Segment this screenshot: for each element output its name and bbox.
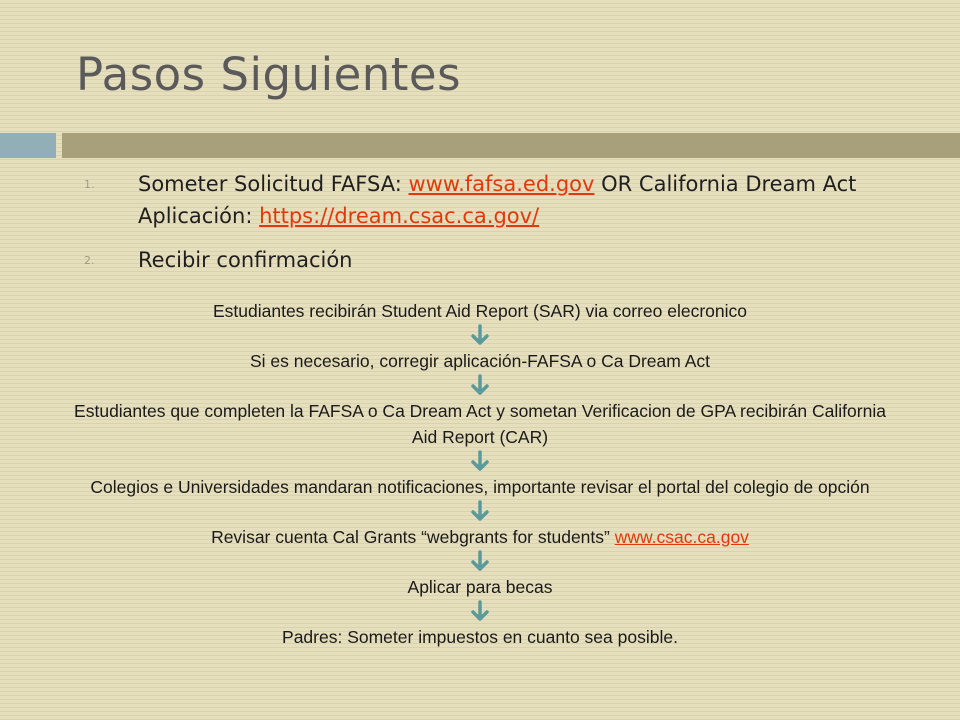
step-text: Someter Solicitud FAFSA: [138,172,409,196]
arrow-down-icon [60,450,900,474]
flow-step-correct: Si es necesario, corregir aplicación-FAFSA o Ca Dream Act [249,351,711,371]
arrow-down-icon [60,374,900,398]
step-item-confirmation [84,244,904,276]
flow-step-notifications: Colegios e Universidades mandaran notificaciones, importante revisar el portal del colegio de opción [90,477,870,497]
flow-step-cal-grants [60,524,900,550]
step-number: 2. [84,254,95,267]
flow-step-sar: Estudiantes recibirán Student Aid Report (SAR) via correo elecronico [212,301,747,321]
flow-step-car: Estudiantes que completen la FAFSA o Ca Dream Act y sometan Verificacion de GPA recibirán California Aid Report (CAR) [74,401,886,447]
csac-link[interactable]: www.csac.ca.gov [614,527,749,547]
title-rule-bar [62,133,960,158]
arrow-down-icon [60,600,900,624]
flow-step-scholarships: Aplicar para becas [407,577,553,597]
step-number: 1. [84,178,95,191]
step-text: OR California Dream Act Aplicación: [138,172,857,228]
fafsa-link[interactable]: www.fafsa.ed.gov [408,172,595,196]
flow-step-taxes: Padres: Someter impuestos en cuanto sea posible. [282,627,678,647]
arrow-down-icon [60,324,900,348]
title-rule-accent [0,133,56,158]
arrow-down-icon [60,500,900,524]
process-flow [60,298,900,650]
arrow-down-icon [60,550,900,574]
slide-title: Pasos Siguientes [76,48,462,101]
dream-act-link[interactable]: https://dream.csac.ca.gov/ [259,204,540,228]
flow-text: Revisar cuenta Cal Grants “webgrants for students” [211,527,615,547]
step-item-fafsa [84,168,904,232]
steps-list [84,168,904,276]
step-text: Recibir confirmación [138,248,353,272]
